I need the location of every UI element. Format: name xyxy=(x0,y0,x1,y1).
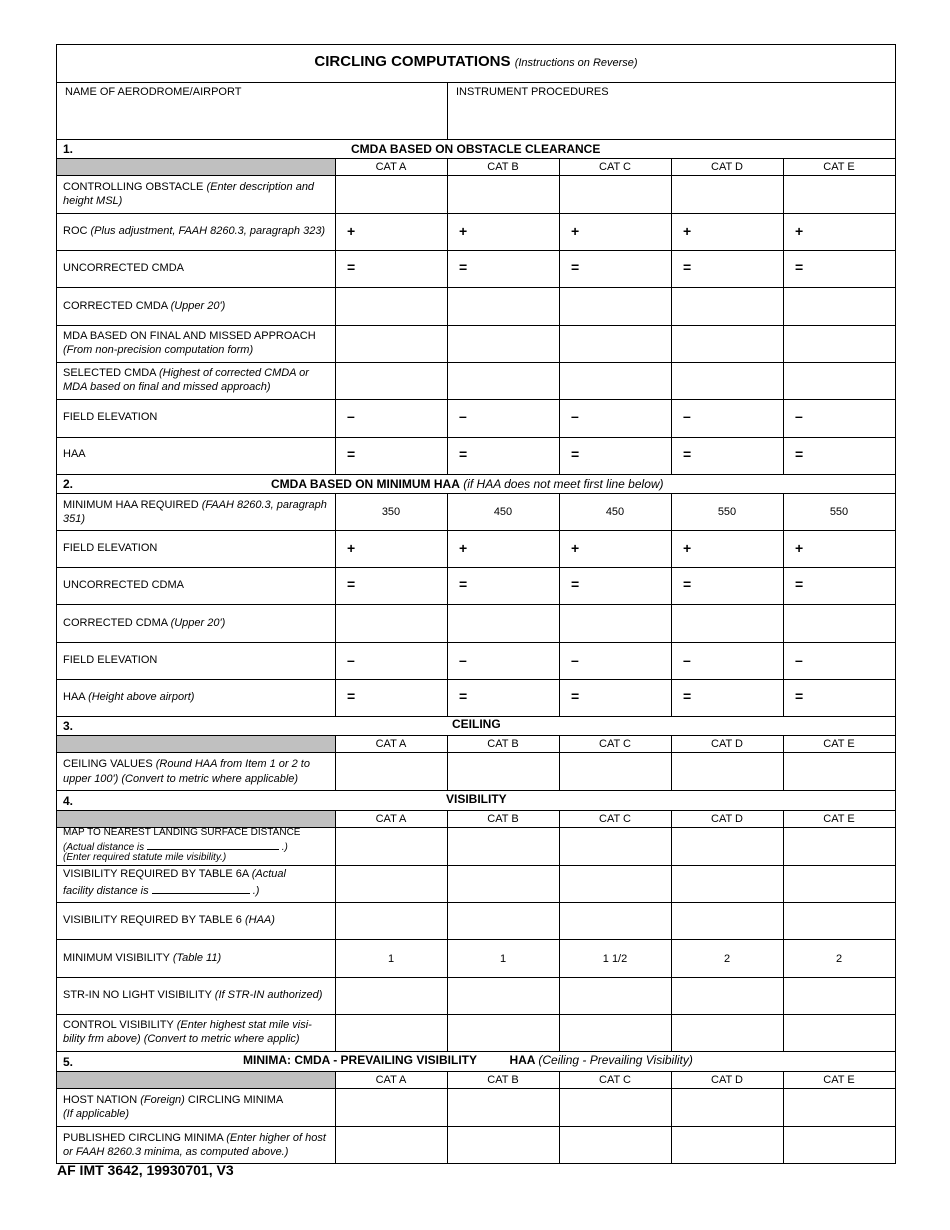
section-1-row-5-cat-1-input[interactable] xyxy=(336,326,446,361)
instrument-procedures-field[interactable] xyxy=(449,97,895,137)
section-4-row-3-cat-3-input[interactable] xyxy=(560,903,670,938)
section-1-row-6-cat-2-input[interactable] xyxy=(448,363,558,398)
form-title xyxy=(57,53,895,72)
haa-2-equals-4: = xyxy=(683,688,692,704)
section-5-row-2-cat-5-input[interactable] xyxy=(784,1127,894,1162)
section-5-row-2-cat-1-input[interactable] xyxy=(336,1127,446,1162)
section-1-row-6-cat-5-input[interactable] xyxy=(784,363,894,398)
haa-equals-3: = xyxy=(571,446,580,462)
minimum-haa-label: MINIMUM HAA REQUIRED (FAAH 8260.3, paragraph xyxy=(63,499,327,511)
section-4-cat-3: CAT C xyxy=(599,813,631,825)
section-1-row-6-cat-4-input[interactable] xyxy=(672,363,782,398)
section-1-row-4-cat-5-input[interactable] xyxy=(784,288,894,324)
section-4-row-1-cat-2-input[interactable] xyxy=(448,828,558,864)
section-1-row-5-cat-3-input[interactable] xyxy=(560,326,670,361)
minimum-haa-value-1: 350 xyxy=(381,506,401,518)
grid-line xyxy=(57,735,895,736)
section-5-row-2-cat-3-input[interactable] xyxy=(560,1127,670,1162)
minimum-visibility-value-1: 1 xyxy=(387,953,395,965)
uncorrected-cdma-equals-1: = xyxy=(347,576,356,592)
field-elevation-2-minus-4: – xyxy=(683,652,691,668)
section-1-cat-1: CAT A xyxy=(375,161,407,173)
section-3-row-1-cat-2-input[interactable] xyxy=(448,753,558,789)
section-4-row-4-cat-4-input[interactable] xyxy=(672,978,782,1013)
section-2-row-3-cat-3-input[interactable] xyxy=(560,605,670,641)
section-4-row-2-cat-1-input[interactable] xyxy=(336,866,446,901)
field-elevation-2-label: FIELD ELEVATION xyxy=(63,542,158,554)
section-5-row-1-cat-3-input[interactable] xyxy=(560,1089,670,1125)
section-3-cat-4: CAT D xyxy=(711,738,743,750)
uncorrected-cmda-equals-3: = xyxy=(571,259,580,275)
roc-plus-4: + xyxy=(683,223,692,239)
section-2-row-3-cat-5-input[interactable] xyxy=(784,605,894,641)
field-elevation-minus-5: – xyxy=(795,408,803,424)
host-nation-minima-label: HOST NATION (Foreign) CIRCLING MINIMA xyxy=(63,1094,284,1106)
control-visibility-label: CONTROL VISIBILITY (Enter highest stat mile visi- xyxy=(63,1019,312,1031)
haa-2-equals-2: = xyxy=(459,688,468,704)
selected-cmda-label-2: MDA based on final and missed approach) xyxy=(63,381,271,393)
section-1-cat-4: CAT D xyxy=(711,161,743,173)
section-4-row-5-cat-5-input[interactable] xyxy=(784,1015,894,1050)
field-elevation-plus-4: + xyxy=(683,540,692,556)
section-4-cat-5: CAT E xyxy=(823,813,855,825)
section-1-row-5-cat-5-input[interactable] xyxy=(784,326,894,361)
uncorrected-cdma-equals-2: = xyxy=(459,576,468,592)
minimum-haa-value-2: 450 xyxy=(493,506,513,518)
mda-final-missed-label-2: (From non-precision computation form) xyxy=(63,344,254,356)
minimum-haa-value-4: 550 xyxy=(717,506,737,518)
section-4-row-3-cat-2-input[interactable] xyxy=(448,903,558,938)
section-4-row-4-cat-3-input[interactable] xyxy=(560,978,670,1013)
corrected-cdma-label: CORRECTED CDMA (Upper 20') xyxy=(63,617,226,629)
field-elevation-minus-3: – xyxy=(571,408,579,424)
uncorrected-cmda-equals-4: = xyxy=(683,259,692,275)
section-1-title: CMDA BASED ON OBSTACLE CLEARANCE xyxy=(351,142,601,156)
section-2-title: CMDA BASED ON MINIMUM HAA (if HAA does not meet first line below) xyxy=(271,477,664,491)
section-5-row-1-cat-1-input[interactable] xyxy=(336,1089,446,1125)
grid-line xyxy=(57,810,895,811)
section-1-row-1-cat-4-input[interactable] xyxy=(672,176,782,212)
section-4-row-5-cat-1-input[interactable] xyxy=(336,1015,446,1050)
grid-line xyxy=(57,1071,895,1072)
uncorrected-cmda-label: UNCORRECTED CMDA xyxy=(63,262,184,274)
field-elevation-label: FIELD ELEVATION xyxy=(63,411,158,423)
haa-2-equals-3: = xyxy=(571,688,580,704)
field-elevation-minus-1: – xyxy=(347,408,355,424)
section-3-row-1-cat-4-input[interactable] xyxy=(672,753,782,789)
field-elevation-plus-1: + xyxy=(347,540,356,556)
section-3-title: CEILING xyxy=(452,717,501,731)
section-2-number: 2. xyxy=(63,477,74,491)
grid-line xyxy=(57,474,895,475)
uncorrected-cdma-equals-3: = xyxy=(571,576,580,592)
minimum-visibility-value-5: 2 xyxy=(835,953,843,965)
section-2-row-3-cat-1-input[interactable] xyxy=(336,605,446,641)
circling-computations-form xyxy=(56,44,896,1164)
field-elevation-plus-3: + xyxy=(571,540,580,556)
form-footer: AF IMT 3642, 19930701, V3 xyxy=(57,1162,234,1178)
ceiling-values-label-2: upper 100') (Convert to metric where applicable) xyxy=(63,773,299,785)
field-elevation-2-minus-3: – xyxy=(571,652,579,668)
roc-label: ROC (Plus adjustment, FAAH 8260.3, paragraph 323) xyxy=(63,225,326,237)
minimum-visibility-value-2: 1 xyxy=(499,953,507,965)
haa-2-equals-5: = xyxy=(795,688,804,704)
grid-line xyxy=(57,1051,895,1052)
section-4-row-1-cat-3-input[interactable] xyxy=(560,828,670,864)
section-1-row-1-cat-3-input[interactable] xyxy=(560,176,670,212)
haa-equals-2: = xyxy=(459,446,468,462)
ceiling-values-label: CEILING VALUES (Round HAA from Item 1 or 2 to xyxy=(63,758,310,770)
minimum-visibility-label: MINIMUM VISIBILITY (Table 11) xyxy=(63,952,222,964)
grid-line xyxy=(57,790,895,791)
host-nation-minima-label-2: (If applicable) xyxy=(63,1108,130,1120)
str-in-visibility-label: STR-IN NO LIGHT VISIBILITY (If STR-IN authorized) xyxy=(63,989,323,1001)
section-3-row-1-cat-3-input[interactable] xyxy=(560,753,670,789)
section-4-title: VISIBILITY xyxy=(446,792,507,806)
control-visibility-label-2: bility frm above) (Convert to metric where applic) xyxy=(63,1033,300,1045)
minimum-haa-value-5: 550 xyxy=(829,506,849,518)
section-1-row-5-cat-4-input[interactable] xyxy=(672,326,782,361)
section-5-row-1-cat-5-input[interactable] xyxy=(784,1089,894,1125)
minimum-visibility-value-3: 1 1/2 xyxy=(602,953,628,965)
section-5-title: MINIMA: CMDA - PREVAILING VISIBILITY HAA (Ceiling - Prevailing Visibility) xyxy=(243,1053,693,1067)
section-4-row-2-cat-4-input[interactable] xyxy=(672,866,782,901)
controlling-obstacle-label-2: height MSL) xyxy=(63,195,123,207)
controlling-obstacle-label: CONTROLLING OBSTACLE (Enter description and xyxy=(63,181,315,193)
section-4-row-3-cat-1-input[interactable] xyxy=(336,903,446,938)
section-4-row-4-cat-1-input[interactable] xyxy=(336,978,446,1013)
section-4-cat-4: CAT D xyxy=(711,813,743,825)
haa-equals-5: = xyxy=(795,446,804,462)
field-elevation-minus-4: – xyxy=(683,408,691,424)
field-elevation-3-label: FIELD ELEVATION xyxy=(63,654,158,666)
section-4-row-5-cat-4-input[interactable] xyxy=(672,1015,782,1050)
section-4-row-3-cat-4-input[interactable] xyxy=(672,903,782,938)
section-4-row-4-cat-2-input[interactable] xyxy=(448,978,558,1013)
minimum-haa-value-3: 450 xyxy=(605,506,625,518)
section-4-row-2-cat-3-input[interactable] xyxy=(560,866,670,901)
field-elevation-2-minus-2: – xyxy=(459,652,467,668)
section-3-cat-2: CAT B xyxy=(487,738,519,750)
map-distance-label: MAP TO NEAREST LANDING SURFACE DISTANCE xyxy=(63,827,301,838)
section-5-number: 5. xyxy=(63,1055,74,1069)
haa-equals-1: = xyxy=(347,446,356,462)
selected-cmda-label: SELECTED CMDA (Highest of corrected CMDA or xyxy=(63,367,309,379)
section-1-row-4-cat-4-input[interactable] xyxy=(672,288,782,324)
minimum-haa-label-2: 351) xyxy=(63,513,86,525)
section-4-row-2-cat-2-input[interactable] xyxy=(448,866,558,901)
haa-label: HAA xyxy=(63,448,86,460)
section-3-cat-5: CAT E xyxy=(823,738,855,750)
section-5-cat-3: CAT C xyxy=(599,1074,631,1086)
section-5-cat-5: CAT E xyxy=(823,1074,855,1086)
mda-final-missed-label: MDA BASED ON FINAL AND MISSED APPROACH xyxy=(63,330,316,342)
visibility-table-6-label: VISIBILITY REQUIRED BY TABLE 6 (HAA) xyxy=(63,914,275,926)
airport-name-field[interactable] xyxy=(57,97,447,137)
section-4-row-1-cat-5-input[interactable] xyxy=(784,828,894,864)
section-5-cat-4: CAT D xyxy=(711,1074,743,1086)
section-1-row-5-cat-2-input[interactable] xyxy=(448,326,558,361)
uncorrected-cdma-equals-4: = xyxy=(683,576,692,592)
published-circling-minima-label-2: or FAAH 8260.3 minima, as computed above.) xyxy=(63,1146,289,1158)
uncorrected-cdma-equals-5: = xyxy=(795,576,804,592)
roc-plus-5: + xyxy=(795,223,804,239)
section-4-cat-1: CAT A xyxy=(375,813,407,825)
section-1-row-1-cat-5-input[interactable] xyxy=(784,176,894,212)
map-distance-label-3: (Enter required statute mile visibility.) xyxy=(63,852,227,863)
section-1-row-4-cat-1-input[interactable] xyxy=(336,288,446,324)
roc-plus-2: + xyxy=(459,223,468,239)
section-3-row-1-cat-5-input[interactable] xyxy=(784,753,894,789)
section-1-row-6-cat-1-input[interactable] xyxy=(336,363,446,398)
section-4-row-1-cat-4-input[interactable] xyxy=(672,828,782,864)
grid-line xyxy=(57,939,895,940)
section-3-cat-3: CAT C xyxy=(599,738,631,750)
section-3-cat-1: CAT A xyxy=(375,738,407,750)
visibility-table-6a-label: VISIBILITY REQUIRED BY TABLE 6A (Actual xyxy=(63,868,286,880)
uncorrected-cdma-label: UNCORRECTED CDMA xyxy=(63,579,184,591)
field-elevation-2-minus-1: – xyxy=(347,652,355,668)
section-5-row-1-cat-4-input[interactable] xyxy=(672,1089,782,1125)
grid-line xyxy=(57,716,895,717)
field-elevation-plus-5: + xyxy=(795,540,804,556)
visibility-table-6a-label-2: facility distance is .) xyxy=(63,885,260,897)
field-elevation-minus-2: – xyxy=(459,408,467,424)
section-1-row-4-cat-2-input[interactable] xyxy=(448,288,558,324)
section-5-cat-1: CAT A xyxy=(375,1074,407,1086)
field-elevation-plus-2: + xyxy=(459,540,468,556)
uncorrected-cmda-equals-2: = xyxy=(459,259,468,275)
airport-name-label: NAME OF AERODROME/AIRPORT xyxy=(65,86,242,98)
section-1-cat-3: CAT C xyxy=(599,161,631,173)
section-5-row-1-cat-2-input[interactable] xyxy=(448,1089,558,1125)
roc-plus-3: + xyxy=(571,223,580,239)
grid-line xyxy=(57,493,895,494)
section-2-row-3-cat-4-input[interactable] xyxy=(672,605,782,641)
section-4-row-3-cat-5-input[interactable] xyxy=(784,903,894,938)
haa-equals-4: = xyxy=(683,446,692,462)
minimum-visibility-value-4: 2 xyxy=(723,953,731,965)
section-4-row-5-cat-2-input[interactable] xyxy=(448,1015,558,1050)
section-1-number: 1. xyxy=(63,142,74,156)
form-title-main: CIRCLING COMPUTATIONS xyxy=(314,53,511,70)
uncorrected-cmda-equals-5: = xyxy=(795,259,804,275)
section-4-row-2-cat-5-input[interactable] xyxy=(784,866,894,901)
section-4-row-1-cat-1-input[interactable] xyxy=(336,828,446,864)
section-2-row-3-cat-2-input[interactable] xyxy=(448,605,558,641)
roc-plus-1: + xyxy=(347,223,356,239)
section-4-row-4-cat-5-input[interactable] xyxy=(784,978,894,1013)
haa-2-equals-1: = xyxy=(347,688,356,704)
section-1-row-1-cat-2-input[interactable] xyxy=(448,176,558,212)
section-1-row-4-cat-3-input[interactable] xyxy=(560,288,670,324)
uncorrected-cmda-equals-1: = xyxy=(347,259,356,275)
corrected-cmda-label: CORRECTED CMDA (Upper 20') xyxy=(63,300,226,312)
haa-2-label: HAA (Height above airport) xyxy=(63,691,195,703)
section-5-row-2-cat-2-input[interactable] xyxy=(448,1127,558,1162)
section-4-cat-2: CAT B xyxy=(487,813,519,825)
section-1-cat-2: CAT B xyxy=(487,161,519,173)
field-elevation-2-minus-5: – xyxy=(795,652,803,668)
form-title-note: (Instructions on Reverse) xyxy=(514,57,638,69)
section-5-cat-2: CAT B xyxy=(487,1074,519,1086)
section-1-row-1-cat-1-input[interactable] xyxy=(336,176,446,212)
section-1-row-6-cat-3-input[interactable] xyxy=(560,363,670,398)
map-distance-label-2: (Actual distance is .) xyxy=(63,839,288,854)
section-4-number: 4. xyxy=(63,794,74,808)
instrument-procedures-label: INSTRUMENT PROCEDURES xyxy=(456,86,609,98)
section-1-cat-5: CAT E xyxy=(823,161,855,173)
section-5-row-2-cat-4-input[interactable] xyxy=(672,1127,782,1162)
published-circling-minima-label: PUBLISHED CIRCLING MINIMA (Enter higher of host xyxy=(63,1132,326,1144)
section-3-row-1-cat-1-input[interactable] xyxy=(336,753,446,789)
section-3-number: 3. xyxy=(63,719,74,733)
section-4-row-5-cat-3-input[interactable] xyxy=(560,1015,670,1050)
